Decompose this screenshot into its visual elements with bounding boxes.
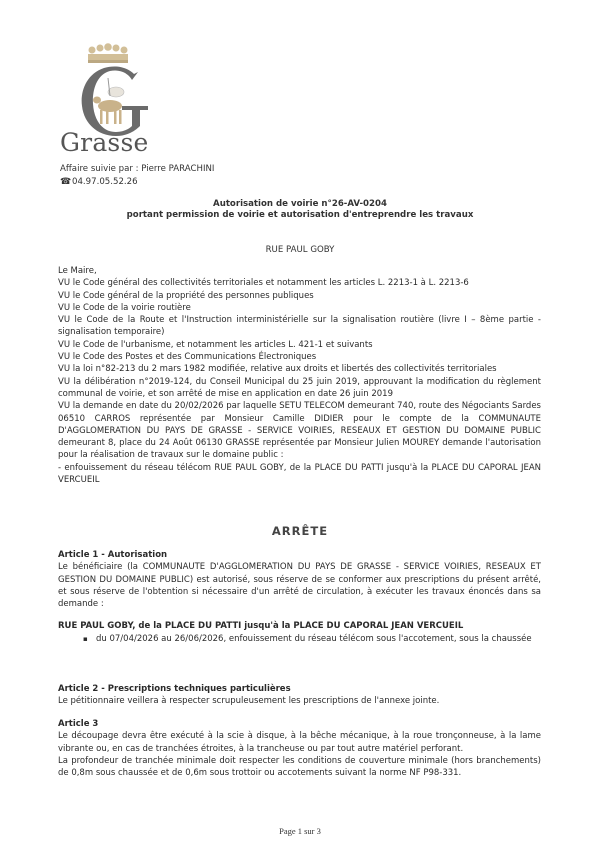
article-1: [58, 549, 541, 645]
crown-icon: [88, 43, 128, 63]
consideration: VU le Code de la voirie routière: [58, 302, 191, 313]
work-item: ▪ du 07/04/2026 au 26/06/2026, enfouissement du réseau télécom sous l'accotement, sous la chaussée: [96, 633, 541, 645]
article-2-text: Le pétitionnaire veillera à respecter scrupuleusement les prescriptions de l'annexe jointe.: [58, 696, 440, 707]
follow-up-text: Affaire suivie par : Pierre PARACHINI: [60, 164, 215, 174]
consideration: VU le Code de la Route et l'Instruction interministérielle sur la signalisation routière (livre I – 8ème partie - signalisation temporaire): [58, 315, 541, 338]
consideration: VU la loi n°82-213 du 2 mars 1982 modifiée, relative aux droits et libertés des collectivités territoriales: [58, 364, 497, 375]
phone-icon: ☎: [60, 177, 72, 187]
phone-number: 04.97.05.52.26: [72, 177, 138, 187]
decision-heading: ARRÊTE: [271, 524, 329, 538]
phone-line: [60, 176, 214, 189]
article-3-text-2: La profondeur de tranchée minimale doit respecter les conditions de couverture minimale (hors branchements) de 0,8m sous chaussée et de 0,6m sous trottoir ou accotements suivant la norme NF P98-331.: [58, 755, 541, 779]
consideration: - enfouissement du réseau télécom RUE PAUL GOBY, de la PLACE DU PATTI jusqu'à la PLACE DU CAPORAL JEAN VERCUEIL: [58, 462, 541, 486]
title-line-1: Autorisation de voirie n°26-AV-0204: [213, 199, 387, 209]
article-3-heading: Article 3: [58, 719, 99, 729]
consideration: VU le Code des Postes et des Communications Électroniques: [58, 352, 317, 363]
article-1-heading: Article 1 - Autorisation: [58, 550, 168, 560]
article-2-heading: Article 2 - Prescriptions techniques particulières: [58, 684, 291, 694]
article-3: [58, 718, 541, 779]
consideration: VU la demande en date du 20/02/2026 par laquelle SETU TELECOM demeurant 740, route des Négociants Sardes 06510 CARROS représentée par Monsieur Camille DIDIER pour le compte de la COMMUNAUTE D'AGGLOMERATION DU PAYS DE GRASSE - SERVICE VOIRIES, RESEAUX ET GESTION DU DOMAINE PUBLIC demeurant 8, place du 24 Août 06130 GRASSE représentée par Monsieur Julien MOUREY demande l'autorisation pour la réalisation de travaux sur le domaine public :: [58, 401, 541, 461]
mayor-line: Le Maire,: [58, 266, 97, 276]
article-2: [58, 683, 541, 708]
article-1-street: RUE PAUL GOBY, de la PLACE DU PATTI jusqu'à la PLACE DU CAPORAL JEAN VERCUEIL: [58, 621, 464, 632]
lamb-icon: [93, 78, 124, 124]
contact-block: [60, 163, 214, 189]
title-line-2: portant permission de voirie et autorisation d'entreprendre les travaux: [126, 210, 474, 220]
article-3-text-1: Le découpage devra être exécuté à la scie à disque, à la bêche mécanique, à la roue tronçonneuse, à la lame vibrante ou, en cas de tranchées étroites, à la trancheuse ou par tout autre matériel perforant.: [58, 731, 541, 754]
page-number: Page 1 sur 3: [279, 826, 321, 836]
article-1-text: Le bénéficiaire (la COMMUNAUTE D'AGGLOMERATION DU PAYS DE GRASSE - SERVICE VOIRIES, RESEAUX ET GESTION DU DOMAINE PUBLIC) est autorisé, sous réserve de se conformer aux prescriptions du présent arrêté, et sous réserve de l'obtention si nécessaire d'un arrêté de circulation, à exécuter les travaux énoncés dans sa demande :: [58, 562, 541, 610]
consideration: VU le Code de l'urbanisme, et notamment les articles L. 421-1 et suivants: [58, 339, 373, 350]
consideration: VU le Code général de la propriété des personnes publiques: [58, 290, 314, 301]
document-title: [0, 199, 600, 221]
street-title: RUE PAUL GOBY: [265, 245, 335, 255]
consideration: VU le Code général des collectivités territoriales et notamment les articles L. 2213-1 à L. 2213-6: [58, 278, 469, 289]
brand-name: Grasse: [60, 128, 149, 157]
preamble: [58, 265, 541, 486]
consideration: VU la délibération n°2019-124, du Conseil Municipal du 25 juin 2019, approuvant la modification du règlement communal de voirie, et son arrêté de mise en application en date 26 juin 2019: [58, 376, 541, 399]
work-list: [58, 633, 541, 645]
